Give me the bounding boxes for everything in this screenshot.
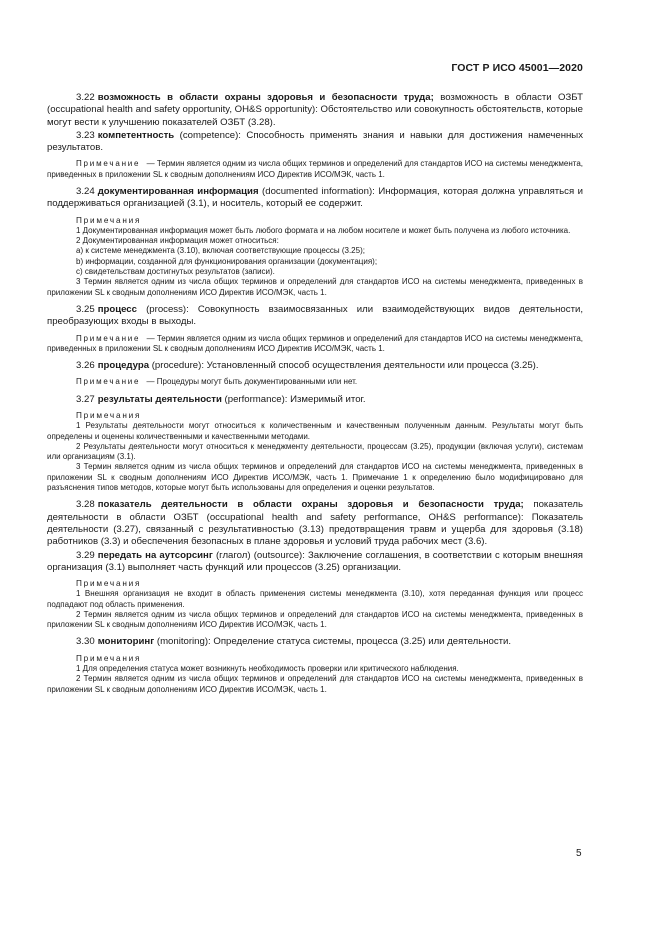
term-definition: возможность в области ОЗБТ (occupational health and safety opportunity, OH&S opportunity): Обстоятельство или совокупность обстоятельств, которые могут вести к улучшению показателей ОЗБТ (3.28). [47, 92, 584, 128]
term-name: передать на аутсорсинг [97, 549, 213, 561]
note-label: Примечание [76, 159, 141, 169]
term-definition: (documented information): Информация, которая должна управляться и поддерживаться организацией (3.1), и носитель, который ее содержит. [47, 186, 583, 210]
note-text: 1 Внешняя организация не входит в область применения системы менеджмента (3.10), хотя переданная функция или процесс подпадают под область применения. [47, 589, 583, 609]
term-entry-3-22 [47, 92, 583, 129]
note-text: Примечание — Термин является одним из числа общих терминов и определений для стандартов ИСО на системы менеджмента, приведенных в приложении SL к сводным дополнениям ИСО Директив ИСО/МЭК, часть 1. [47, 159, 583, 179]
term-entry-3-26 [47, 360, 583, 372]
term-definition: показатель деятельности в области ОЗБТ (occupational health and safety performance, OH&S performance): Показатель деятельности (3.27), связанный с результативностью (3.13) предотвращения травм и ущерба для здоровья (3.18) работников (3.3) и обеспечения безопасных в плане здоровья и условий труда рабочих мест (3.6). [47, 499, 583, 548]
term-entry-3-28 [47, 499, 583, 548]
standard-header: ГОСТ Р ИСО 45001—2020 [451, 62, 583, 74]
note-text: a) к системе менеджмента (3.10), включая соответствующие процессы (3.25); [76, 246, 365, 256]
note-text: 1 Результаты деятельности могут относиться к количественным и качественным полученным данным. Результаты могут быть определены и оценены количественными и качественными методами. [47, 421, 583, 441]
term-entry-3-29 [47, 550, 583, 575]
term-name: мониторинг [97, 636, 155, 648]
term-definition: (глагол) (outsource): Заключение соглашения, в соответствии с которым внешняя организация (3.1) выполняет часть функций или процессов (3.25) организации. [47, 549, 583, 573]
notes-title: Примечания [76, 411, 142, 421]
notes-title: Примечания [76, 579, 142, 589]
notes-block [47, 159, 583, 180]
note-text: c) свидетельствам достигнутых результатов (записи). [76, 267, 275, 277]
term-name: процедура [97, 360, 150, 372]
note-text: 2 Термин является одним из числа общих терминов и определений для стандартов ИСО на системы менеджмента, приведенных в приложении SL к сводным дополнениям ИСО Директив ИСО/МЭК, часть 1. [47, 674, 583, 694]
term-definition: (process): Совокупность взаимосвязанных или взаимодействующих видов деятельности, преобразующих входы в выходы. [47, 303, 583, 328]
term-definition: (procedure): Установленный способ осуществления деятельности или процесса (3.25). [149, 360, 539, 372]
note-text: Примечание — Процедуры могут быть документированными или нет. [76, 377, 358, 387]
term-number: 3.27 [76, 393, 95, 405]
term-name: результаты деятельности [97, 393, 222, 405]
term-entry-3-23 [47, 130, 583, 155]
note-text: 2 Документированная информация может относиться: [76, 236, 279, 246]
note-text: 1 Для определения статуса может возникнуть необходимость проверки или критического наблюдения. [76, 663, 459, 673]
term-entry-3-27 [47, 394, 583, 406]
note-text: b) информации, созданной для функционирования организации (документация); [76, 256, 378, 266]
term-name: процесс [97, 303, 137, 315]
notes-block [47, 654, 583, 695]
term-entry-3-30 [47, 636, 583, 648]
notes-block [47, 377, 583, 387]
note-label: Примечание [76, 333, 141, 343]
note-text: 3 Термин является одним из числа общих терминов и определений для стандартов ИСО на системы менеджмента, приведенных в приложении SL к сводным дополнениям ИСО Директив ИСО/МЭК, часть 1. [47, 277, 583, 297]
term-number: 3.28 [76, 499, 95, 511]
term-number: 3.22 [76, 92, 95, 103]
term-number: 3.29 [76, 549, 95, 561]
note-text: 2 Термин является одним из числа общих терминов и определений для стандартов ИСО на системы менеджмента, приведенных в приложении SL к сводным дополнениям ИСО Директив ИСО/МЭК, часть 1. [47, 609, 583, 630]
page-number: 5 [576, 848, 582, 859]
term-number: 3.23 [76, 129, 95, 141]
term-number: 3.25 [76, 303, 95, 315]
term-definition: (competence): Способность применять знания и навыки для достижения намеченных результатов. [47, 129, 583, 154]
document-body [47, 92, 583, 701]
notes-title: Примечания [76, 215, 142, 225]
term-entry-3-25 [47, 304, 583, 329]
term-entry-3-24 [47, 186, 583, 211]
term-name: возможность в области охраны здоровья и безопасности труда; [97, 92, 434, 103]
note-text: 2 Результаты деятельности могут относиться к менеджменту деятельности, процессам (3.25), продукции (включая услуги), системам или организациям (3.1). [47, 441, 583, 462]
notes-block [47, 216, 583, 298]
term-name: показатель деятельности в области охраны здоровья и безопасности труда; [97, 499, 524, 511]
term-definition: (performance): Измеримый итог. [221, 393, 366, 405]
term-number: 3.26 [76, 360, 95, 372]
term-number: 3.24 [76, 186, 95, 198]
term-definition: (monitoring): Определение статуса системы, процесса (3.25) или деятельности. [154, 636, 512, 648]
note-label: Примечание [76, 377, 141, 387]
notes-title: Примечания [76, 653, 142, 663]
note-text: 1 Документированная информация может быть любого формата и на любом носителе и может быть получена из любого источника. [76, 225, 571, 235]
term-name: документированная информация [97, 186, 259, 198]
note-text: Примечание — Термин является одним из числа общих терминов и определений для стандартов ИСО на системы менеджмента, приведенных в приложении SL к сводным дополнениям ИСО Директив ИСО/МЭК, часть 1. [47, 333, 583, 353]
term-number: 3.30 [76, 636, 95, 648]
note-text: 3 Термин является одним из числа общих терминов и определений для стандартов ИСО на системы менеджмента, приведенных в приложении SL к сводным дополнениям ИСО Директив ИСО/МЭК, часть 1. Примечание 1 к определению было модифицировано для разъяснения типов методов, которые могут быть использованы для определения и оценки результатов. [47, 462, 583, 493]
notes-block [47, 334, 583, 355]
notes-block [47, 579, 583, 630]
notes-block [47, 411, 583, 493]
term-name: компетентность [97, 129, 175, 141]
